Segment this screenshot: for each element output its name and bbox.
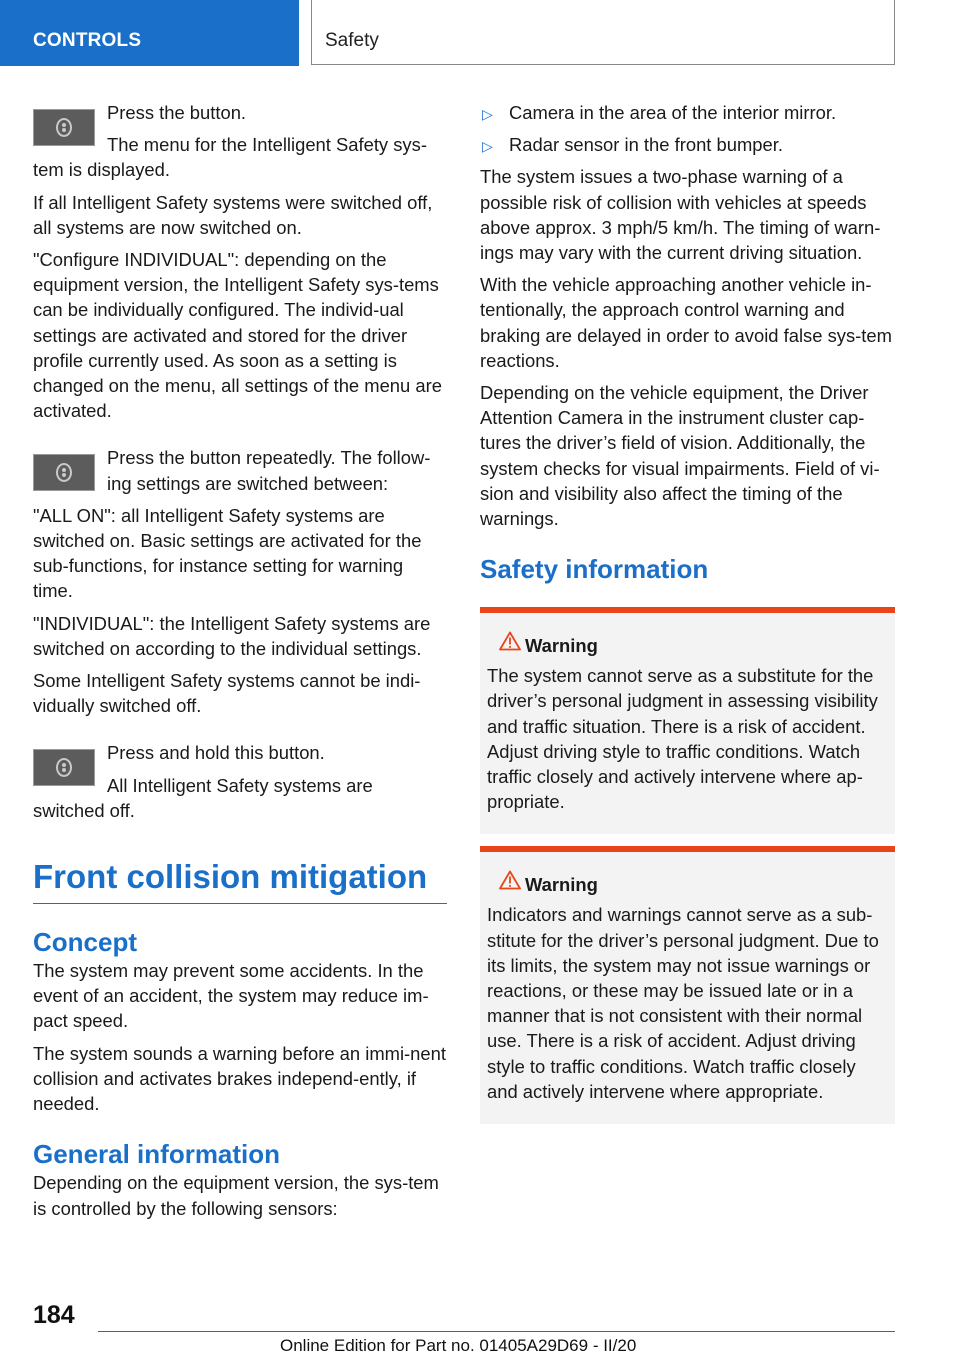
left-column: [33, 100, 447, 1228]
header-chapter-label: Safety: [325, 30, 379, 51]
paragraph: If all Intelligent Safety systems were switched off, all systems are now switched on.: [33, 191, 433, 238]
warning-text: Indicators and warnings cannot serve as a sub-stitute for the driver’s personal judgment. Due to its limits, the system may not issue warnings or reactions, or these may be issued late or in a manner that is not consistent with their normal use. There is a risk of accident. Adjust driving style to traffic conditions. Watch traffic closely and actively intervene where appropriate.: [487, 904, 879, 1102]
paragraph: Depending on the equipment version, the sys-tem is controlled by the following sensors:: [33, 1172, 439, 1219]
list-item: ▷ Radar sensor in the front bumper.: [480, 132, 895, 157]
list-item: ▷ Camera in the area of the interior mirror.: [480, 100, 895, 125]
paragraph: Depending on the vehicle equipment, the Driver Attention Camera in the instrument cluster cap-tures the driver’s field of vision. Additionally, the system checks for visual impairments. Field of vi-sion and visibility also affect the timing of the warnings.: [480, 382, 880, 530]
footer-edition: Online Edition for Part no. 01405A29D69 - II/20: [280, 1336, 637, 1355]
warning-label: Warning: [525, 635, 598, 657]
button-instruction-3: [33, 740, 447, 797]
warning-label: Warning: [525, 874, 598, 896]
subsection-title-safety: Safety information: [480, 554, 709, 585]
paragraph: The menu for the Intelligent Safety sys-: [107, 134, 427, 156]
paragraph: "ALL ON": all Intelligent Safety systems are switched on. Basic settings are activated for the sub-functions, for instance setting for warning time.: [33, 504, 422, 602]
paragraph: Press the button.: [107, 102, 247, 123]
warning-box: [480, 846, 895, 1124]
intelligent-safety-button-icon: [33, 109, 95, 146]
paragraph: With the vehicle approaching another vehicle in-tentionally, the approach control warning and braking are delayed in order to avoid false sys-tem reactions.: [480, 274, 892, 371]
button-instruction-2: [33, 445, 447, 495]
paragraph: The system issues a two-phase warning of a possible risk of collision with vehicles at speeds above approx. 3 mph/5 km/h. The timing of warn-ings may vary with the current driving situation.: [480, 166, 881, 264]
page-number: 184: [33, 1301, 75, 1329]
paragraph: ing settings are switched between:: [107, 472, 389, 494]
bullet-triangle-icon: ▷: [482, 106, 493, 122]
header-section-label: CONTROLS: [33, 30, 142, 51]
intelligent-safety-button-icon: [33, 454, 95, 491]
subsection-title-concept: Concept: [33, 927, 137, 958]
header-section-tab: [0, 0, 299, 66]
paragraph: switched off.: [33, 799, 135, 821]
paragraph: The system sounds a warning before an immi-nent collision and activates brakes independ-ently, if needed.: [33, 1042, 446, 1115]
section-title: Front collision mitigation: [33, 857, 447, 904]
header-chapter-tab: [311, 0, 895, 65]
subsection-title-general: General information: [33, 1139, 281, 1170]
paragraph: All Intelligent Safety systems are: [107, 774, 373, 796]
warning-text: The system cannot serve as a substitute for the driver’s personal judgment in assessing visibility and traffic situation. There is a risk of accident. Adjust driving style to traffic conditions. Watch traffic closely and actively intervene where ap-propriate.: [487, 665, 878, 813]
bullet-triangle-icon: ▷: [482, 138, 493, 155]
right-column: [480, 100, 895, 1124]
paragraph: The system may prevent some accidents. In the event of an accident, the system may reduce im-pact speed.: [33, 960, 429, 1032]
paragraph: "INDIVIDUAL": the Intelligent Safety systems are switched on according to the individual settings.: [33, 612, 431, 659]
warning-triangle-icon: [499, 870, 521, 890]
warning-box: [480, 607, 895, 834]
intelligent-safety-button-icon: [33, 749, 95, 786]
paragraph: Press the button repeatedly. The follow-: [107, 447, 431, 469]
footer-rule: [98, 1331, 895, 1332]
paragraph: Press and hold this button.: [107, 742, 325, 764]
paragraph: "Configure INDIVIDUAL": depending on the equipment version, the Intelligent Safety sys-tems can be individually configured. The individ-ual settings are activated and stored for the driver profile currently used. As soon as a setting is changed on the menu, all settings of the menu are activated.: [33, 249, 442, 422]
button-instruction-1: [33, 100, 447, 157]
paragraph: tem is displayed.: [33, 159, 170, 181]
paragraph: Some Intelligent Safety systems cannot be indi-vidually switched off.: [33, 670, 421, 717]
warning-triangle-icon: [499, 631, 521, 651]
